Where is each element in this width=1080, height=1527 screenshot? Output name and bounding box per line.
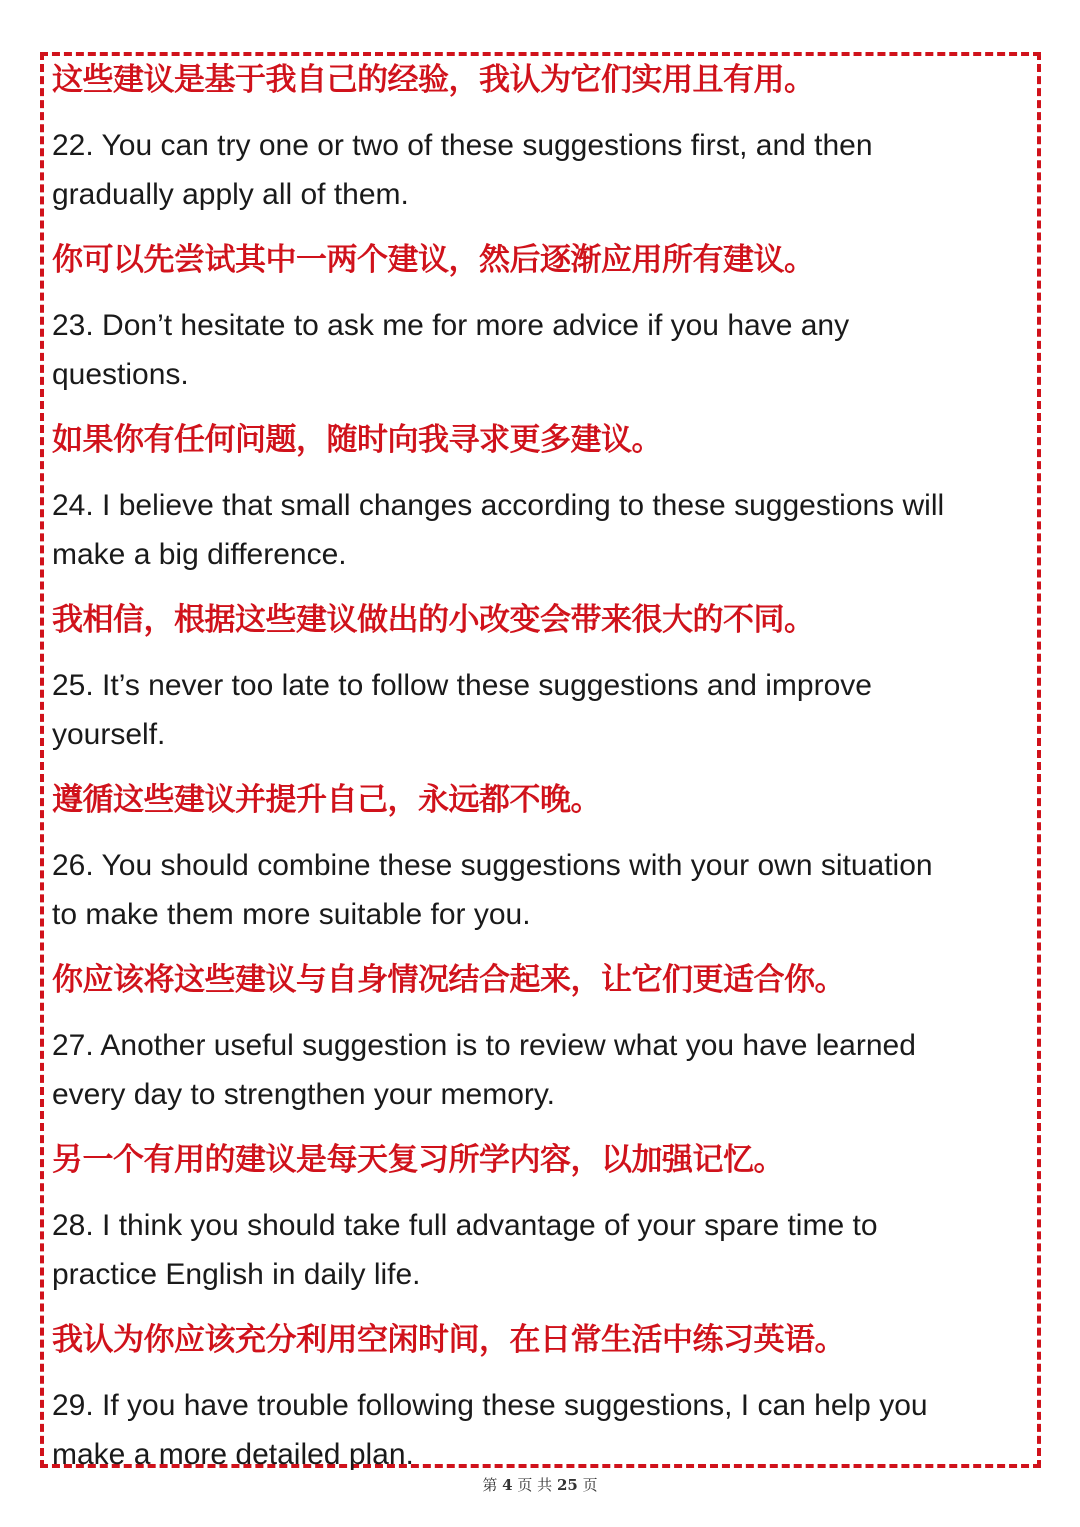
item-chinese: 另一个有用的建议是每天复习所学内容，以加强记忆。	[52, 1142, 784, 1178]
item-27	[52, 1021, 1032, 1201]
item-english: 24. I believe that small changes according to these suggestions will make a big difference.	[52, 489, 945, 571]
item-english: 27. Another useful suggestion is to review what you have learned every day to strengthen your memory.	[52, 1029, 916, 1111]
item-chinese: 你可以先尝试其中一两个建议，然后逐渐应用所有建议。	[52, 242, 815, 278]
item-chinese: 我相信，根据这些建议做出的小改变会带来很大的不同。	[52, 602, 815, 638]
item-28	[52, 1201, 1032, 1381]
footer-total-pages: 25	[556, 1476, 578, 1494]
item-english: 25. It’s never too late to follow these suggestions and improve yourself.	[52, 669, 872, 751]
item-chinese: 遵循这些建议并提升自己，永远都不晚。	[52, 782, 601, 818]
item-22	[52, 121, 1032, 301]
item-english: 23. Don’t hesitate to ask me for more advice if you have any questions.	[52, 309, 850, 391]
item-29	[52, 1381, 1032, 1479]
item-24	[52, 481, 1032, 661]
intro-chinese-line: 这些建议是基于我自己的经验，我认为它们实用且有用。	[52, 62, 815, 98]
footer-current-page: 4	[502, 1476, 513, 1494]
item-25	[52, 661, 1032, 841]
footer-middle: 页 共	[517, 1476, 553, 1494]
item-chinese: 你应该将这些建议与自身情况结合起来，让它们更适合你。	[52, 962, 845, 998]
item-chinese: 我认为你应该充分利用空闲时间，在日常生活中练习英语。	[52, 1322, 845, 1358]
item-english: 29. If you have trouble following these suggestions, I can help you make a more detailed plan.	[52, 1389, 928, 1471]
page-footer	[0, 1474, 1080, 1495]
document-content	[52, 56, 1032, 1479]
item-english: 28. I think you should take full advantage of your spare time to practice English in daily life.	[52, 1209, 878, 1291]
item-23	[52, 301, 1032, 481]
footer-prefix: 第	[482, 1476, 498, 1494]
item-english: 26. You should combine these suggestions with your own situation to make them more suitable for you.	[52, 849, 933, 931]
item-english: 22. You can try one or two of these suggestions first, and then gradually apply all of them.	[52, 129, 873, 211]
item-26	[52, 841, 1032, 1021]
item-chinese: 如果你有任何问题，随时向我寻求更多建议。	[52, 422, 662, 458]
footer-suffix: 页	[582, 1476, 598, 1494]
